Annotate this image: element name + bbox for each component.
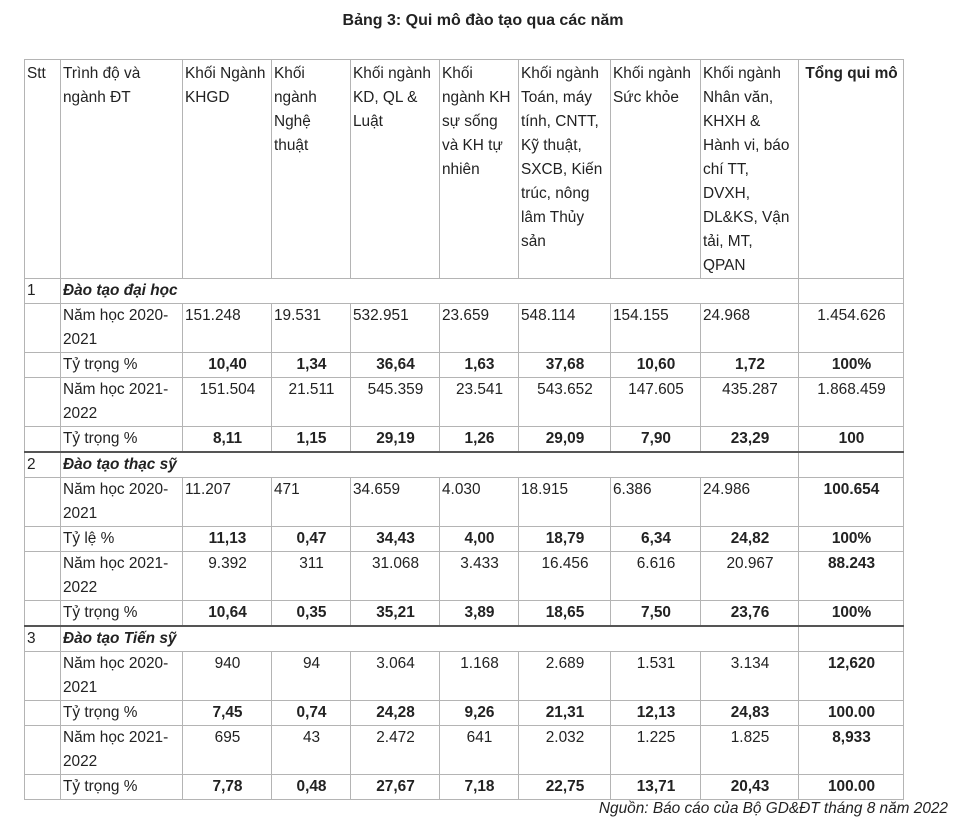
row-label: Năm học 2020-2021 (61, 304, 183, 353)
row-stt-empty (25, 527, 61, 552)
value-cell: 543.652 (519, 378, 611, 427)
total-cell: 100.654 (799, 478, 904, 527)
value-cell: 545.359 (351, 378, 440, 427)
value-cell: 27,67 (351, 775, 440, 800)
section-stt: 1 (25, 279, 61, 304)
total-cell: 1.454.626 (799, 304, 904, 353)
row-stt-empty (25, 304, 61, 353)
header-nhan-van: Khối ngành Nhân văn, KHXH & Hành vi, báo chí TT, DVXH, DL&KS, Vận tải, MT, QPAN (701, 60, 799, 279)
row-stt-empty (25, 652, 61, 701)
section-row (25, 279, 904, 304)
total-cell: 100.00 (799, 775, 904, 800)
header-toan: Khối ngành Toán, máy tính, CNTT, Kỹ thuật, SXCB, Kiến trúc, nông lâm Thủy sản (519, 60, 611, 279)
value-cell: 24,28 (351, 701, 440, 726)
value-cell: 24.968 (701, 304, 799, 353)
value-cell: 4.030 (440, 478, 519, 527)
row-stt-empty (25, 701, 61, 726)
value-cell: 12,13 (611, 701, 701, 726)
value-cell: 151.248 (183, 304, 272, 353)
value-cell: 940 (183, 652, 272, 701)
value-cell: 37,68 (519, 353, 611, 378)
value-cell: 20.967 (701, 552, 799, 601)
section-stt: 3 (25, 626, 61, 652)
value-cell: 23.541 (440, 378, 519, 427)
total-cell: 100 (799, 427, 904, 453)
value-cell: 35,21 (351, 601, 440, 627)
value-cell: 29,09 (519, 427, 611, 453)
value-cell: 6.616 (611, 552, 701, 601)
percent-row (25, 775, 904, 800)
value-cell: 1,63 (440, 353, 519, 378)
percent-row (25, 701, 904, 726)
row-stt-empty (25, 353, 61, 378)
row-label: Năm học 2021-2022 (61, 552, 183, 601)
value-cell: 548.114 (519, 304, 611, 353)
value-cell: 13,71 (611, 775, 701, 800)
percent-row (25, 527, 904, 552)
header-row (25, 60, 904, 279)
value-cell: 21.511 (272, 378, 351, 427)
row-label: Năm học 2021-2022 (61, 378, 183, 427)
row-stt-empty (25, 601, 61, 627)
value-cell: 31.068 (351, 552, 440, 601)
value-cell: 10,60 (611, 353, 701, 378)
value-cell: 6,34 (611, 527, 701, 552)
value-cell: 18,65 (519, 601, 611, 627)
total-cell: 12,620 (799, 652, 904, 701)
value-cell: 20,43 (701, 775, 799, 800)
value-cell: 532.951 (351, 304, 440, 353)
value-cell: 3.433 (440, 552, 519, 601)
value-cell: 0,47 (272, 527, 351, 552)
row-label: Năm học 2020-2021 (61, 478, 183, 527)
value-cell: 2.472 (351, 726, 440, 775)
header-khgd: Khối Ngành KHGD (183, 60, 272, 279)
row-stt-empty (25, 726, 61, 775)
total-cell: 100.00 (799, 701, 904, 726)
value-cell: 36,64 (351, 353, 440, 378)
value-cell: 1.225 (611, 726, 701, 775)
value-cell: 1,15 (272, 427, 351, 453)
year-row (25, 304, 904, 353)
value-cell: 43 (272, 726, 351, 775)
value-cell: 18,79 (519, 527, 611, 552)
value-cell: 18.915 (519, 478, 611, 527)
section-name: Đào tạo thạc sỹ (61, 452, 799, 478)
value-cell: 0,35 (272, 601, 351, 627)
row-label: Tỷ trọng % (61, 775, 183, 800)
section-total-empty (799, 279, 904, 304)
year-row (25, 726, 904, 775)
value-cell: 1,72 (701, 353, 799, 378)
value-cell: 3.134 (701, 652, 799, 701)
value-cell: 151.504 (183, 378, 272, 427)
year-row (25, 478, 904, 527)
training-scale-table (24, 59, 904, 800)
row-label: Năm học 2020-2021 (61, 652, 183, 701)
total-cell: 100% (799, 353, 904, 378)
value-cell: 7,78 (183, 775, 272, 800)
value-cell: 2.032 (519, 726, 611, 775)
header-level: Trình độ và ngành ĐT (61, 60, 183, 279)
value-cell: 1.825 (701, 726, 799, 775)
value-cell: 8,11 (183, 427, 272, 453)
value-cell: 311 (272, 552, 351, 601)
value-cell: 154.155 (611, 304, 701, 353)
value-cell: 9.392 (183, 552, 272, 601)
value-cell: 1,34 (272, 353, 351, 378)
section-name: Đào tạo Tiến sỹ (61, 626, 799, 652)
value-cell: 4,00 (440, 527, 519, 552)
value-cell: 0,74 (272, 701, 351, 726)
value-cell: 19.531 (272, 304, 351, 353)
row-label: Tỷ trọng % (61, 353, 183, 378)
percent-row (25, 601, 904, 627)
value-cell: 10,64 (183, 601, 272, 627)
percent-row (25, 353, 904, 378)
total-cell: 100% (799, 527, 904, 552)
value-cell: 23,76 (701, 601, 799, 627)
value-cell: 11,13 (183, 527, 272, 552)
value-cell: 24,83 (701, 701, 799, 726)
value-cell: 3,89 (440, 601, 519, 627)
row-label: Tỷ trọng % (61, 601, 183, 627)
value-cell: 1.531 (611, 652, 701, 701)
value-cell: 147.605 (611, 378, 701, 427)
total-cell: 1.868.459 (799, 378, 904, 427)
total-cell: 8,933 (799, 726, 904, 775)
source-note: Nguồn: Báo cáo của Bộ GD&ĐT tháng 8 năm 2022 (598, 800, 948, 817)
value-cell: 21,31 (519, 701, 611, 726)
row-label: Năm học 2021-2022 (61, 726, 183, 775)
value-cell: 471 (272, 478, 351, 527)
value-cell: 0,48 (272, 775, 351, 800)
header-suc-khoe: Khối ngành Sức khỏe (611, 60, 701, 279)
year-row (25, 378, 904, 427)
header-kh-song: Khối ngành KH sự sống và KH tự nhiên (440, 60, 519, 279)
percent-row (25, 427, 904, 453)
table-title: Bảng 3: Qui mô đào tạo qua các năm (342, 12, 624, 29)
row-stt-empty (25, 378, 61, 427)
value-cell: 24.986 (701, 478, 799, 527)
section-row (25, 626, 904, 652)
row-label: Tỷ lệ % (61, 527, 183, 552)
value-cell: 3.064 (351, 652, 440, 701)
value-cell: 22,75 (519, 775, 611, 800)
row-label: Tỷ trọng % (61, 427, 183, 453)
section-total-empty (799, 452, 904, 478)
header-stt: Stt (25, 60, 61, 279)
total-cell: 88.243 (799, 552, 904, 601)
value-cell: 34,43 (351, 527, 440, 552)
value-cell: 6.386 (611, 478, 701, 527)
value-cell: 2.689 (519, 652, 611, 701)
year-row (25, 552, 904, 601)
value-cell: 641 (440, 726, 519, 775)
value-cell: 23.659 (440, 304, 519, 353)
row-label: Tỷ trọng % (61, 701, 183, 726)
section-stt: 2 (25, 452, 61, 478)
total-cell: 100% (799, 601, 904, 627)
section-name: Đào tạo đại học (61, 279, 799, 304)
value-cell: 10,40 (183, 353, 272, 378)
value-cell: 435.287 (701, 378, 799, 427)
value-cell: 29,19 (351, 427, 440, 453)
value-cell: 9,26 (440, 701, 519, 726)
value-cell: 1,26 (440, 427, 519, 453)
header-nghe-thuat: Khối ngành Nghệ thuật (272, 60, 351, 279)
value-cell: 7,50 (611, 601, 701, 627)
value-cell: 7,18 (440, 775, 519, 800)
value-cell: 7,90 (611, 427, 701, 453)
value-cell: 1.168 (440, 652, 519, 701)
row-stt-empty (25, 775, 61, 800)
row-stt-empty (25, 478, 61, 527)
value-cell: 23,29 (701, 427, 799, 453)
header-tong: Tổng qui mô (799, 60, 904, 279)
value-cell: 24,82 (701, 527, 799, 552)
row-stt-empty (25, 427, 61, 453)
section-total-empty (799, 626, 904, 652)
value-cell: 16.456 (519, 552, 611, 601)
section-row (25, 452, 904, 478)
value-cell: 94 (272, 652, 351, 701)
row-stt-empty (25, 552, 61, 601)
value-cell: 11.207 (183, 478, 272, 527)
value-cell: 695 (183, 726, 272, 775)
value-cell: 34.659 (351, 478, 440, 527)
year-row (25, 652, 904, 701)
value-cell: 7,45 (183, 701, 272, 726)
header-kd: Khối ngành KD, QL & Luật (351, 60, 440, 279)
